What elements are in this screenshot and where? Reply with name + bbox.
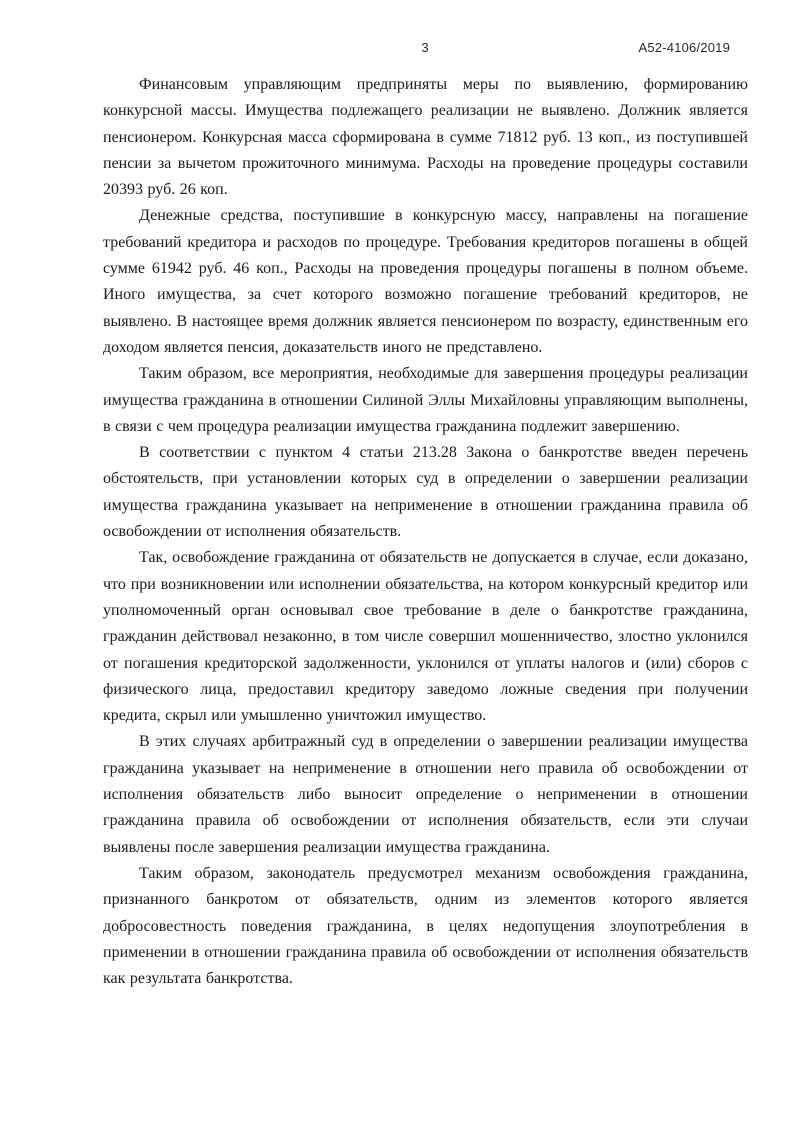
document-body — [103, 72, 748, 992]
paragraph-court-ruling-cases: В этих случаях арбитражный суд в определении о завершении реализации имущества гражданина указывает на неприменение в отношении него правила об освобождении от исполнения обязательств либо выносит определение о неприменении в отношении гражданина правила об освобождении от исполнения обязательств, если эти случаи выявлены после завершения реализации имущества гражданина. — [103, 733, 748, 856]
paragraph-estate-formation: Финансовым управляющим предприняты меры по выявлению, формированию конкурсной массы. Имущества подлежащего реализации не выявлено. Должник является пенсионером. Конкурсная масса сформирована в сумме 71812 руб. 13 коп., из поступившей пенсии за вычетом прожиточного минимума. Расходы на проведение процедуры составили 20393 руб. 26 коп. — [103, 76, 748, 199]
paragraph-procedure-completion: Таким образом, все мероприятия, необходимые для завершения процедуры реализации имущества гражданина в отношении Силиной Эллы Михайловны управляющим выполнены, в связи с чем процедура реализации имущества гражданина подлежит завершению. — [103, 365, 748, 435]
paragraph-good-faith-mechanism: Таким образом, законодатель предусмотрел механизм освобождения гражданина, признанного банкротом от обязательств, одним из элементов которого является добросовестность поведения гражданина, в целях недопущения злоупотребления в применении в отношении гражданина правила об освобождении от исполнения обязательств как результата банкротства. — [103, 864, 748, 988]
page-number: 3 — [421, 40, 429, 55]
case-number: А52-4106/2019 — [638, 40, 730, 55]
page-header — [0, 40, 800, 58]
paragraph-law-213-28: В соответствии с пунктом 4 статьи 213.28 Закона о банкротстве введен перечень обстоятельств, при установлении которых суд в определении о завершении реализации имущества гражданина указывает на неприменение в отношении гражданина правила об освобождении от исполнения обязательств. — [103, 444, 748, 541]
paragraph-discharge-exceptions: Так, освобождение гражданина от обязательств не допускается в случае, если доказано, что при возникновении или исполнении обязательства, на котором конкурсный кредитор или уполномоченный орган основывал свое требование в деле о банкротстве гражданина, гражданин действовал незаконно, в том числе совершил мошенничество, злостно уклонился от погашения кредиторской задолженности, уклонился от уплаты налогов и (или) сборов с физического лица, предоставил кредитору заведомо ложные сведения при получении кредита, скрыл или умышленно уничтожил имущество. — [103, 549, 748, 725]
paragraph-funds-distribution: Денежные средства, поступившие в конкурсную массу, направлены на погашение требований кредитора и расходов по процедуре. Требования кредиторов погашены в общей сумме 61942 руб. 46 коп., Расходы на проведения процедуры погашены в полном объеме. Иного имущества, за счет которого возможно погашение требований кредиторов, не выявлено. В настоящее время должник является пенсионером по возрасту, единственным его доходом является пенсия, доказательств иного не представлено. — [103, 207, 748, 356]
